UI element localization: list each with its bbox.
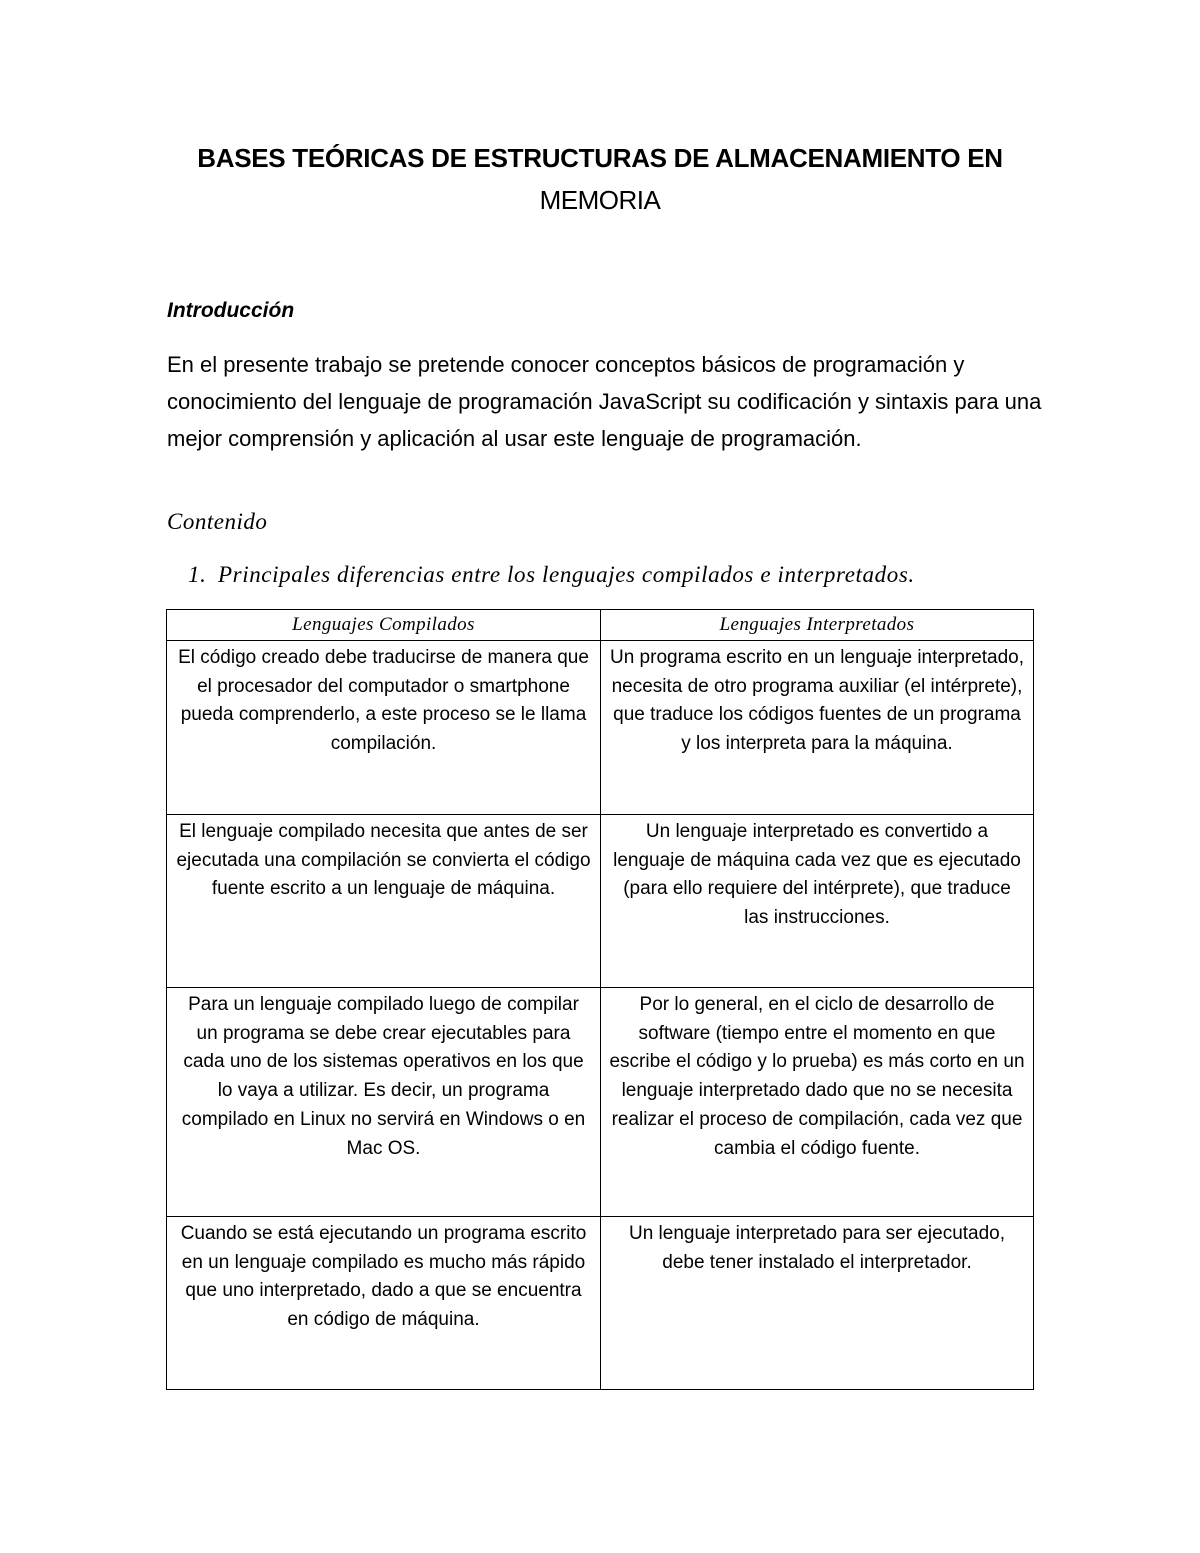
table-cell-interpreted: Por lo general, en el ciclo de desarrollo de software (tiempo entre el momento en que escribe el código y lo prueba) es más corto en un lenguaje interpretado dado que no se necesita realizar el proceso de compilación, cada vez que cambia el código fuente. [601, 988, 1034, 1217]
content-heading: Contenido [167, 509, 268, 534]
comparison-table [166, 609, 1034, 1390]
introduction-heading: Introducción [167, 299, 295, 322]
table-cell-compiled: Para un lenguaje compilado luego de compilar un programa se debe crear ejecutables para cada uno de los sistemas operativos en los que lo vaya a utilizar. Es decir, un programa compilado en Linux no servirá en Windows o en Mac OS. [167, 988, 601, 1217]
introduction-paragraph: En el presente trabajo se pretende conocer conceptos básicos de programación y conocimiento del lenguaje de programación JavaScript su codificación y sintaxis para una mejor comprensión y aplicación al usar este lenguaje de programación. [167, 352, 1042, 451]
table-cell-interpreted: Un programa escrito en un lenguaje interpretado, necesita de otro programa auxiliar (el intérprete), que traduce los códigos fuentes de un programa y los interpreta para la máquina. [601, 641, 1034, 815]
document-title: BASES TEÓRICAS DE ESTRUCTURAS DE ALMACENAMIENTO EN [197, 143, 1003, 173]
table-row [167, 988, 1034, 1217]
table-row [167, 1217, 1034, 1390]
document-title-continued: MEMORIA [539, 185, 661, 215]
table-cell-compiled: Cuando se está ejecutando un programa escrito en un lenguaje compilado es mucho más rápido que uno interpretado, dado a que se encuentra en código de máquina. [167, 1217, 601, 1390]
table-row [167, 641, 1034, 815]
numbered-list-item [188, 562, 915, 588]
table-cell-interpreted: Un lenguaje interpretado para ser ejecutado, debe tener instalado el interpretador. [601, 1217, 1034, 1390]
header-interpreted-languages: Lenguajes Interpretados [601, 610, 1034, 641]
table-row [167, 815, 1034, 988]
table-header-row [167, 610, 1034, 641]
table-cell-interpreted: Un lenguaje interpretado es convertido a lenguaje de máquina cada vez que es ejecutado (para ello requiere del intérprete), que traduce las instrucciones. [601, 815, 1034, 988]
table-cell-compiled: El lenguaje compilado necesita que antes de ser ejecutada una compilación se convierta el código fuente escrito a un lenguaje de máquina. [167, 815, 601, 988]
header-compiled-languages: Lenguajes Compilados [167, 610, 601, 641]
list-item-text: Principales diferencias entre los lenguajes compilados e interpretados. [218, 562, 915, 587]
list-item-number: 1. [188, 562, 207, 587]
table-cell-compiled: El código creado debe traducirse de manera que el procesador del computador o smartphone pueda comprenderlo, a este proceso se le llama compilación. [167, 641, 601, 815]
